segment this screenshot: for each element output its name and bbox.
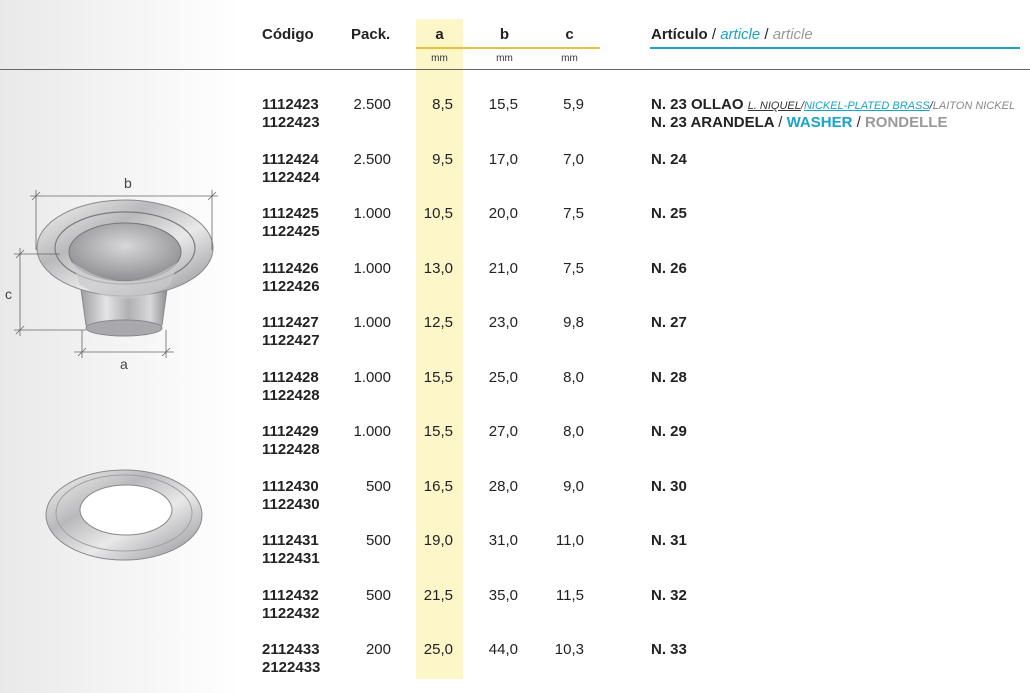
- article-name: N. 32: [651, 586, 687, 604]
- article-name: N. 31: [651, 532, 687, 549]
- article-cell: [651, 151, 687, 169]
- article-name: N. 27: [651, 314, 687, 331]
- dimension-b: 15,5: [488, 96, 518, 113]
- code-grommet: 1112431: [262, 532, 319, 549]
- dimension-a: 25,0: [423, 641, 453, 658]
- header-sep-1: /: [711, 26, 717, 43]
- article-name: N. 24: [651, 150, 687, 168]
- dimension-c: 8,0: [563, 368, 584, 386]
- dimension-b: 20,0: [488, 205, 518, 222]
- code-washer: 1122427: [262, 332, 320, 349]
- header-a: a: [435, 26, 444, 43]
- code-washer: 1122432: [262, 604, 320, 622]
- dimension-a: 10,5: [423, 205, 453, 222]
- header-article: [651, 26, 813, 43]
- article-cell: [651, 423, 687, 441]
- header-article-en: article: [720, 26, 761, 43]
- dimension-label-b: b: [124, 175, 132, 191]
- article-name: N. 26: [651, 259, 687, 277]
- code-grommet: 1112425: [262, 205, 319, 222]
- product-code: [262, 423, 320, 459]
- article-sep: /: [800, 100, 804, 112]
- header-articulo: Artículo: [651, 26, 708, 43]
- pack-quantity: 1.000: [353, 314, 391, 331]
- dimension-c: 7,5: [563, 259, 584, 277]
- product-code: [262, 205, 320, 241]
- header-pack: Pack.: [351, 26, 391, 43]
- dimension-b: 17,0: [488, 150, 518, 168]
- code-grommet: 1112430: [262, 477, 319, 495]
- header-codigo: Código: [262, 26, 314, 43]
- unit-c: mm: [561, 53, 578, 64]
- article-name: N. 30: [651, 477, 687, 495]
- pack-quantity: 2.500: [353, 96, 391, 113]
- product-code: [262, 641, 320, 677]
- pack-quantity: 1.000: [353, 259, 391, 277]
- dimension-c: 5,9: [563, 96, 584, 113]
- dimension-c: 10,3: [554, 641, 584, 658]
- product-illustration: [0, 0, 260, 693]
- product-code: [262, 151, 320, 187]
- article-name: N. 29: [651, 423, 687, 440]
- code-washer: 1122428: [262, 386, 320, 404]
- dimension-b: 44,0: [488, 641, 518, 658]
- header-sep-2: /: [764, 26, 769, 43]
- dimension-b: 21,0: [488, 259, 518, 277]
- product-code: [262, 587, 320, 623]
- dimension-b: 31,0: [488, 532, 518, 549]
- code-washer: 1122430: [262, 495, 320, 513]
- article-sep: /: [778, 114, 783, 131]
- dimension-header-rule: [416, 47, 600, 49]
- washer-icon: [46, 470, 202, 560]
- dimension-a: 16,5: [423, 477, 453, 495]
- product-code: [262, 260, 320, 296]
- dimension-a: 15,5: [423, 423, 453, 440]
- dimension-c: 8,0: [563, 423, 584, 440]
- dimension-a: 12,5: [423, 314, 453, 331]
- article-niquel: L. NIQUEL: [747, 100, 801, 112]
- article-laiton: LAITON NICKEL: [932, 100, 1016, 112]
- dimension-a: 15,5: [423, 368, 453, 386]
- article-cell: [651, 205, 687, 223]
- code-grommet: 1112429: [262, 423, 319, 440]
- article-cell: [651, 96, 1015, 132]
- dimension-a: 9,5: [432, 150, 453, 168]
- article-name: N. 33: [651, 641, 687, 658]
- dimension-c: 9,0: [563, 477, 584, 495]
- article-name: N. 28: [651, 368, 687, 386]
- grommet-icon: [37, 200, 213, 336]
- dimension-c: 11,5: [555, 586, 584, 604]
- unit-a: mm: [431, 53, 448, 64]
- unit-b: mm: [496, 53, 513, 64]
- article-sep: /: [929, 100, 933, 112]
- code-grommet: 1112427: [262, 314, 319, 331]
- pack-quantity: 500: [365, 586, 391, 604]
- header-c: c: [565, 26, 574, 43]
- product-code: [262, 478, 320, 514]
- product-code: [262, 314, 320, 350]
- dimension-b: 28,0: [488, 477, 518, 495]
- header-article-fr: article: [772, 26, 813, 43]
- product-code: [262, 369, 320, 405]
- dimension-b: 27,0: [488, 423, 518, 440]
- article-cell: [651, 369, 687, 387]
- article-cell: [651, 478, 687, 496]
- article-name: N. 23 OLLAO: [651, 96, 744, 113]
- article-cell: [651, 641, 687, 659]
- code-washer: 1122425: [262, 223, 320, 240]
- article-cell: [651, 532, 687, 550]
- product-code: [262, 96, 320, 132]
- article-washer-name: N. 23 ARANDELA: [651, 114, 775, 131]
- dimension-b: 35,0: [488, 586, 518, 604]
- article-name: N. 25: [651, 205, 687, 222]
- code-washer: 1122424: [262, 168, 320, 186]
- code-grommet: 1112424: [262, 150, 319, 168]
- dimension-a: 13,0: [423, 259, 453, 277]
- pack-quantity: 1.000: [353, 368, 391, 386]
- article-nickel: NICKEL-PLATED BRASS: [803, 100, 930, 112]
- code-washer: 1122426: [262, 277, 320, 295]
- pack-quantity: 500: [365, 477, 391, 495]
- pack-quantity: 1.000: [353, 423, 391, 440]
- pack-quantity: 2.500: [353, 150, 391, 168]
- pack-quantity: 1.000: [353, 205, 391, 222]
- code-grommet: 1112428: [262, 368, 319, 386]
- dimension-a: 21,5: [423, 586, 453, 604]
- article-cell: [651, 314, 687, 332]
- dimension-label-a: a: [120, 356, 128, 372]
- dimension-a: 8,5: [432, 96, 453, 113]
- article-washer-en: WASHER: [786, 114, 853, 131]
- code-grommet: 1112426: [262, 259, 319, 277]
- code-grommet: 2112433: [262, 641, 320, 658]
- code-grommet: 1112423: [262, 96, 319, 113]
- article-header-rule: [650, 47, 1020, 49]
- dimension-c: 7,5: [563, 205, 584, 222]
- dimension-label-c: c: [5, 286, 12, 302]
- pack-quantity: 500: [365, 532, 391, 549]
- header-b: b: [499, 26, 510, 43]
- dimension-c: 9,8: [563, 314, 584, 331]
- code-washer: 1122431: [262, 550, 320, 567]
- article-sep: /: [856, 114, 861, 131]
- dimension-a: 19,0: [423, 532, 453, 549]
- article-washer-fr: RONDELLE: [864, 114, 948, 131]
- dimension-c: 11,0: [555, 532, 584, 549]
- code-grommet: 1112432: [262, 586, 319, 604]
- article-cell: [651, 587, 687, 605]
- article-cell: [651, 260, 687, 278]
- code-washer: 1122428: [262, 441, 320, 458]
- code-washer: 1122423: [262, 114, 320, 131]
- product-code: [262, 532, 320, 568]
- dimension-c: 7,0: [563, 150, 584, 168]
- pack-quantity: 200: [365, 641, 391, 658]
- code-washer: 2122433: [262, 659, 321, 676]
- dimension-b: 25,0: [488, 368, 518, 386]
- dimension-b: 23,0: [488, 314, 518, 331]
